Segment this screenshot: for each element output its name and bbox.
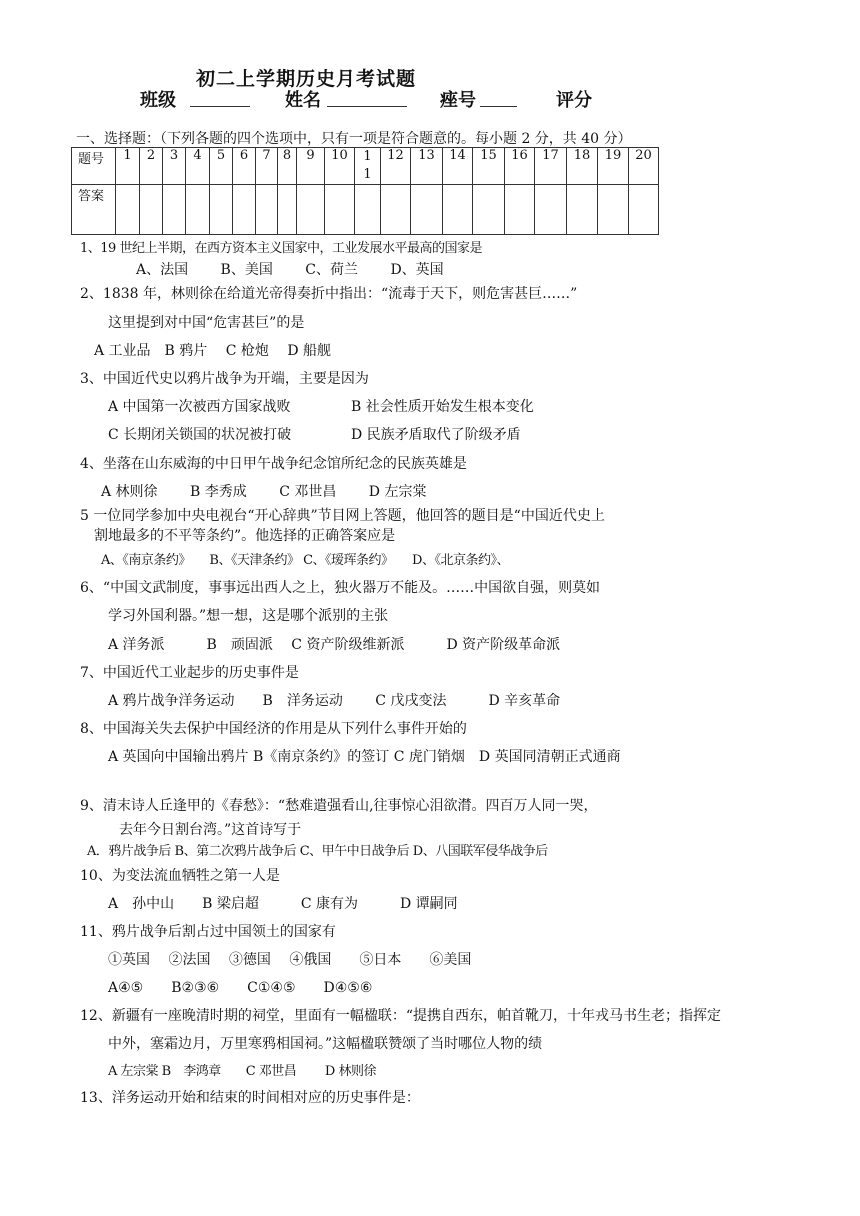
answer-cell[interactable] — [278, 185, 297, 235]
question-number: 7 — [256, 148, 278, 185]
seat-blank — [480, 88, 517, 107]
question-number: 16 — [505, 148, 535, 185]
question-12-options: A 左宗棠 B 李鸿章 C 邓世昌 D 林则徐 — [108, 1064, 376, 1079]
question-number: 19 — [598, 148, 629, 185]
answer-cell[interactable] — [186, 185, 210, 235]
answer-cell[interactable] — [598, 185, 629, 235]
question-11-options: A④⑤ B②③⑥ C①④⑤ D④⑤⑥ — [108, 980, 373, 996]
question-11-items: ①英国 ②法国 ③德国 ④俄国 ⑤日本 ⑥美国 — [108, 952, 472, 968]
answer-cell[interactable] — [210, 185, 233, 235]
question-number: 4 — [186, 148, 210, 185]
question-8-stem: 8、中国海关失去保护中国经济的作用是从下列什么事件开始的 — [80, 721, 467, 737]
question-number: 2 — [140, 148, 163, 185]
answer-cell[interactable] — [256, 185, 278, 235]
answer-cell[interactable] — [140, 185, 163, 235]
question-3-option-b: B 社会性质开始发生根本变化 — [351, 399, 534, 415]
answer-cell[interactable] — [233, 185, 256, 235]
question-13-stem: 13、洋务运动开始和结束的时间相对应的历史事件是： — [80, 1090, 420, 1106]
question-number: 8 — [278, 148, 297, 185]
name-blank — [327, 88, 407, 107]
question-6-stem-cont: 学习外国利器。”想一想，这是哪个派别的主张 — [108, 608, 389, 624]
question-7-stem: 7、中国近代工业起步的历史事件是 — [80, 665, 299, 681]
question-2-options: A 工业品 B 鸦片 C 枪炮 D 船舰 — [94, 343, 332, 359]
question-number: 18 — [567, 148, 598, 185]
question-2-stem: 2、1838 年，林则徐在给道光帝得奏折中指出：“流毒于天下，则危害甚巨……” — [80, 286, 578, 302]
answer-cell[interactable] — [163, 185, 186, 235]
answer-cell[interactable] — [473, 185, 505, 235]
question-8-options: A 英国向中国输出鸦片 B《南京条约》的签订 C 虎门销烟 D 英国同清朝正式通商 — [108, 749, 621, 765]
seat-label: 痤号 — [440, 90, 476, 111]
question-9-options: A．鸦片战争后 B、第二次鸦片战争后 C、甲午中日战争后 D、八国联军侵华战争后 — [87, 844, 548, 859]
exam-title: 初二上学期历史月考试题 — [196, 68, 417, 90]
question-11-stem: 11、鸦片战争后割占过中国领土的国家有 — [80, 924, 336, 940]
question-3-option-a: A 中国第一次被西方国家战败 — [108, 399, 291, 415]
question-4-stem: 4、坐落在山东威海的中日甲午战争纪念馆所纪念的民族英雄是 — [80, 456, 467, 472]
answer-cell[interactable] — [443, 185, 473, 235]
name-label: 姓名 — [285, 90, 321, 111]
question-number: 1 1 — [355, 148, 381, 185]
question-number: 1 — [116, 148, 140, 185]
question-number: 17 — [535, 148, 567, 185]
answer-cell[interactable] — [297, 185, 325, 235]
question-7-options: A 鸦片战争洋务运动 B 洋务运动 C 戊戌变法 D 辛亥革命 — [108, 693, 561, 709]
question-12-stem-cont: 中外，塞霜边月，万里寒鸦相国祠。”这幅楹联赞颂了当时哪位人物的绩 — [108, 1036, 543, 1052]
question-6-stem: 6、“中国文武制度，事事远出西人之上，独火器万不能及。……中国欲自强，则莫如 — [80, 580, 601, 596]
answer-cell[interactable] — [325, 185, 355, 235]
question-9-stem-cont: 去年今日割台湾。”这首诗写于 — [119, 822, 302, 838]
question-6-options: A 洋务派 B 顽固派 C 资产阶级维新派 D 资产阶级革命派 — [108, 637, 561, 653]
question-5-stem-cont: 割地最多的不平等条约”。他选择的正确答案应是 — [94, 528, 396, 544]
answer-row — [72, 185, 659, 235]
question-12-stem: 12、新疆有一座晚清时期的祠堂，里面有一幅楹联：“提携自西东，帕首靴刀，十年戎马书生老；指挥定 — [80, 1008, 721, 1024]
question-number: 9 — [297, 148, 325, 185]
question-10-options: A 孙中山 B 梁启超 C 康有为 D 谭嗣同 — [108, 896, 458, 912]
class-blank — [190, 88, 250, 107]
question-number: 15 — [473, 148, 505, 185]
section-heading: 一、选择题：（下列各题的四个选项中，只有一项是符合题意的。每小题 2 分，共 40 分） — [76, 131, 632, 147]
answer-cell[interactable] — [505, 185, 535, 235]
question-5-stem: 5 一位同学参加中央电视台“开心辞典”节目网上答题，他回答的题目是“中国近代史上 — [80, 508, 605, 524]
question-number: 10 — [325, 148, 355, 185]
answer-cell[interactable] — [567, 185, 598, 235]
question-number: 3 — [163, 148, 186, 185]
question-number: 20 — [629, 148, 659, 185]
question-9-stem: 9、清末诗人丘逢甲的《春愁》：“愁难遣强看山,往事惊心泪欲潸。四百万人同一哭， — [80, 798, 598, 814]
number-row — [72, 148, 659, 185]
question-number: 14 — [443, 148, 473, 185]
question-number: 13 — [411, 148, 443, 185]
question-4-options: A 林则徐 B 李秀成 C 邓世昌 D 左宗棠 — [101, 484, 427, 500]
answer-cell[interactable] — [411, 185, 443, 235]
question-number: 5 — [210, 148, 233, 185]
answer-row-label: 答案 — [72, 185, 116, 235]
question-3-option-c: C 长期闭关锁国的状况被打破 — [108, 427, 292, 443]
question-1-stem: 1、19 世纪上半期，在西方资本主义国家中，工业发展水平最高的国家是 — [80, 241, 482, 256]
question-3-stem: 3、中国近代史以鸦片战争为开端，主要是因为 — [80, 371, 369, 387]
question-1-options: A、法国 B、美国 C、荷兰 D、英国 — [136, 262, 444, 278]
answer-cell[interactable] — [629, 185, 659, 235]
question-3-option-d: D 民族矛盾取代了阶级矛盾 — [351, 427, 521, 443]
question-2-stem-cont: 这里提到对中国“危害甚巨”的是 — [108, 315, 305, 331]
answer-cell[interactable] — [381, 185, 411, 235]
number-row-label: 题号 — [72, 148, 116, 185]
answer-table — [71, 147, 659, 235]
question-10-stem: 10、为变法流血牺牲之第一人是 — [80, 868, 280, 884]
score-label: 评分 — [556, 90, 592, 111]
question-number: 12 — [381, 148, 411, 185]
question-number: 6 — [233, 148, 256, 185]
answer-cell[interactable] — [535, 185, 567, 235]
question-5-options: A、《南京条约》 B、《天津条约》 C、《瑷珲条约》 D、《北京条约》、 — [101, 553, 509, 568]
answer-cell[interactable] — [116, 185, 140, 235]
class-label: 班级 — [140, 90, 176, 111]
answer-cell[interactable] — [355, 185, 381, 235]
